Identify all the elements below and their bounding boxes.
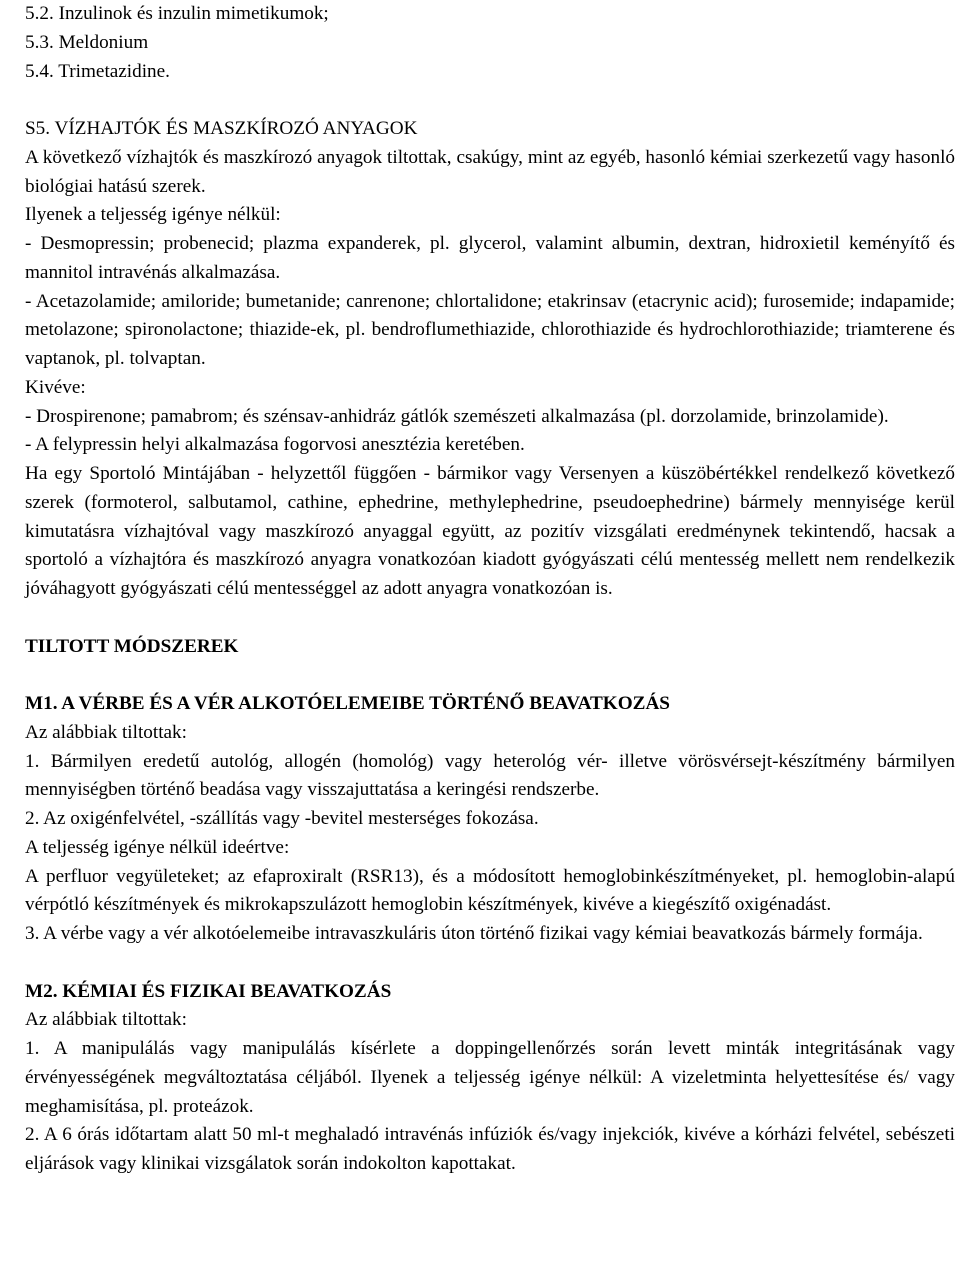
m2-item-1: 1. A manipulálás vagy manipulálás kísérlete a doppingellenőrzés során levett minták integritásának vagy érvényességének megváltoztatása céljából. Ilyenek a teljesség igénye nélkül: A vizeletminta helyettesítése és/ vagy meghamisítása, pl. proteázok. xyxy=(25,1038,955,1117)
s5-except-label: Kivéve: xyxy=(25,376,86,398)
list-line-5-3: 5.3. Meldonium xyxy=(25,31,149,53)
spacer xyxy=(5,604,955,633)
m1-prohibited: Az alábbiak tiltottak: xyxy=(25,721,187,743)
m1-item-1: 1. Bármilyen eredetű autológ, allogén (homológ) vagy heterológ vér- illetve vörösvérsejt-készítmény bármilyen mennyiségben történő beadása vagy visszajuttatása a keringési rendszerbe. xyxy=(25,750,955,801)
spacer xyxy=(5,661,955,690)
spacer xyxy=(5,949,955,978)
m1-heading: M1. A VÉRBE ÉS A VÉR ALKOTÓELEMEIBE TÖRTÉNŐ BEAVATKOZÁS xyxy=(25,693,670,714)
s5-except-1: - Drospirenone; pamabrom; és szénsav-anhidráz gátlók szemészeti alkalmazása (pl. dorzolamide, brinzolamide). xyxy=(25,405,889,427)
m1-paragraph: A perfluor vegyületeket; az efaproxiralt (RSR13), és a módosított hemoglobinkészítményeket, pl. hemoglobin-alapú vérpótló készítmények és mikrokapszulázott hemoglobin készítmények, kivéve a kiegészítő oxigénadást. xyxy=(25,865,955,916)
m1-including: A teljesség igénye nélkül ideértve: xyxy=(25,836,290,858)
s5-intro: A következő vízhajtók és maszkírozó anyagok tiltottak, csakúgy, mint az egyéb, hasonló kémiai szerkezetű vagy hasonló biológiai hatású szerek. xyxy=(25,146,955,197)
m1-item-2: 2. Az oxigénfelvétel, -szállítás vagy -bevitel mesterséges fokozása. xyxy=(25,808,539,829)
m2-item-2: 2. A 6 órás időtartam alatt 50 ml-t meghaladó intravénás infúziók és/vagy injekciók, kivéve a kórházi felvétel, sebészeti eljárások vagy klinikai vizsgálatok során indokolton kapottakat. xyxy=(25,1124,955,1174)
s5-item-1: - Desmopressin; probenecid; plazma expanderek, pl. glycerol, valamint albumin, dextran, hidroxietil keményítő és mannitol intravénás alkalmazása. xyxy=(25,233,955,283)
m2-heading: M2. KÉMIAI ÉS FIZIKAI BEAVATKOZÁS xyxy=(25,980,392,1002)
s5-heading: S5. VÍZHAJTÓK ÉS MASZKÍROZÓ ANYAGOK xyxy=(25,118,418,139)
document-page xyxy=(5,0,955,1179)
list-line-5-4: 5.4. Trimetazidine. xyxy=(25,60,170,82)
m1-item-3: 3. A vérbe vagy a vér alkotóelemeibe intravaszkuláris úton történő fizikai vagy kémiai beavatkozás bármely formája. xyxy=(25,923,923,944)
s5-item-2: - Acetazolamide; amiloride; bumetanide; canrenone; chlortalidone; etakrinsav (etacrynic acid); furosemide; indapamide; metolazone; spironolactone; thiazide-ek, pl. bendroflumethiazide, chlorothiazide és hydrochlorothiazide; triamterene és vaptanok, pl. tolvaptan. xyxy=(25,290,955,369)
spacer xyxy=(5,86,955,115)
s5-including: Ilyenek a teljesség igénye nélkül: xyxy=(25,204,281,226)
m2-prohibited: Az alábbiak tiltottak: xyxy=(25,1009,187,1031)
methods-heading: TILTOTT MÓDSZEREK xyxy=(25,635,239,657)
s5-note: Ha egy Sportoló Mintájában - helyzettől függően - bármikor vagy Versenyen a küszöbértékkel rendelkező következő szerek (formoterol, salbutamol, cathine, ephedrine, methylephedrine, pseudoephedrine) bármely mennyisége kerül kimutatásra vízhajtóval vagy maszkírozó anyaggal együtt, az pozitív vizsgálati eredménynek tekintendő, hacsak a sportoló a vízhajtóra és maszkírozó anyagra vonatkozóan kiadott gyógyászati célú mentesség mellett nem rendelkezik jóváhagyott gyógyászati célú mentességgel az adott anyagra vonatkozóan is. xyxy=(25,463,955,599)
s5-except-2: - A felypressin helyi alkalmazása fogorvosi anesztézia keretében. xyxy=(25,434,525,456)
list-line-5-2: 5.2. Inzulinok és inzulin mimetikumok; xyxy=(25,3,329,24)
